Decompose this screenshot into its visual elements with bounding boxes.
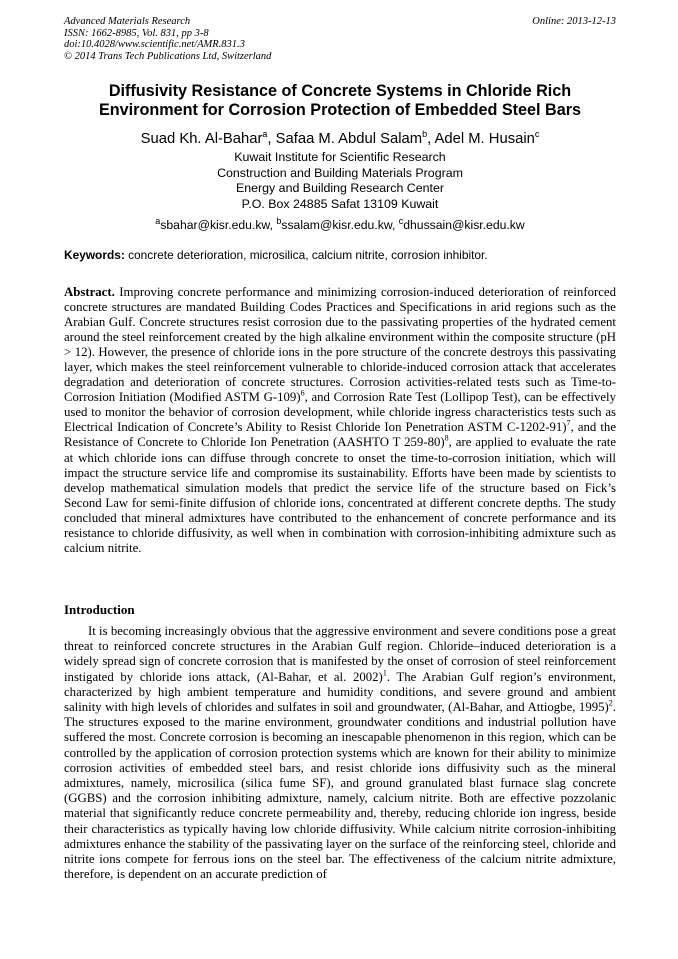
- citation-ref: 2: [608, 698, 613, 708]
- email-mark: a: [155, 216, 161, 226]
- author-name: Safaa M. Abdul Salam: [275, 130, 423, 147]
- abstract-label: Abstract.: [64, 285, 115, 299]
- affiliation-block: [64, 150, 616, 212]
- title-line-1: Diffusivity Resistance of Concrete Systems in Chloride Rich: [108, 82, 572, 100]
- affiliation-line: Construction and Building Materials Program: [217, 165, 463, 180]
- citation-ref: 8: [444, 434, 449, 444]
- author-name: Suad Kh. Al-Bahar: [140, 130, 263, 147]
- abstract-text: , are applied to evaluate the rate at which chloride ions can diffuse through concrete to onset the time-to-corrosion initiation, which will impact the structure service life and compromise its sustainability. Efforts have been made by scientists to develop mathematical simulation models that predict the service life of the structure based on Fick’s Second Law for semi-finite diffusion of chloride ions, concentrated at different concrete depths. The study concluded that mineral admixtures have contributed to the enhancement of concrete performance and its resistance to chloride diffusivity, as well when in combination with corrosion-inhibiting admixture such as calcium nitrite.: [64, 435, 616, 555]
- affiliation-line: Kuwait Institute for Scientific Research: [234, 150, 446, 164]
- author-affil-mark: c: [534, 129, 540, 139]
- email-address: sbahar@kisr.edu.kw: [160, 218, 270, 233]
- author-separator: ,: [427, 130, 435, 147]
- affiliation-line: Energy and Building Research Center: [235, 181, 444, 196]
- keywords-label: Keywords:: [64, 248, 125, 262]
- abstract: [64, 285, 616, 556]
- citation-ref: 6: [300, 389, 305, 399]
- email-separator: ,: [269, 218, 277, 233]
- author-separator: ,: [267, 130, 276, 147]
- email-mark: c: [398, 216, 404, 226]
- journal-header: [64, 16, 616, 62]
- journal-name: Advanced Materials Research: [64, 16, 191, 27]
- intro-text: It is becoming increasingly obvious that the aggressive environment and severe conditions pose a great threat to reinforced concrete structures in the Arabian Gulf region. Chloride–induced deterioration is a widely spread sign of concrete corrosion that is manifested by the onset of corrosion of steel reinforcement instigated by chloride ions attack, (Al-Bahar, et al. 2002): [64, 624, 616, 684]
- email-mark: b: [276, 216, 282, 226]
- doi-line: doi:10.4028/www.scientific.net/AMR.831.3: [64, 39, 245, 50]
- citation-ref: 7: [566, 419, 571, 429]
- paper-title: [64, 82, 616, 120]
- abstract-text: , and Corrosion Rate Test (Lollipop Test), can be effectively used to monitor the behavior of corrosion development, while chloride ingress characteristics tests such as Electrical Indication of Concrete’s Ability to Resist Chloride Ion Penetration ASTM C-1202-91): [64, 390, 617, 435]
- section-heading-introduction: Introduction: [64, 602, 135, 617]
- online-date: Online: 2013-12-13: [532, 16, 616, 27]
- abstract-text: Improving concrete performance and minimizing corrosion-induced deterioration of reinforced concrete structures are mandated Building Codes Practices and Specifications in arid regions such as the Arabian Gulf. Concrete structures resist corrosion due to the passivating properties of the hydrated cement around the steel reinforcement created by the high alkaline environment within the composite structure (pH > 12). However, the presence of chloride ions in the pore structure of the concrete destroys this passivating layer, which makes the steel reinforcement vulnerable to chloride-induced corrosion attack that accelerates degradation and deterioration of concrete structures. Corrosion activities-related tests such as Time-to-Corrosion Initiation (Modified ASTM G-109): [64, 285, 616, 405]
- author-name: Adel M. Husain: [434, 130, 535, 147]
- email-separator: ,: [391, 218, 399, 233]
- abstract-text: , and the Resistance of Concrete to Chloride Ion Penetration (AASHTO T 259-80): [64, 420, 616, 450]
- citation-ref: 1: [382, 668, 387, 678]
- author-affil-mark: b: [422, 129, 428, 139]
- keywords-text: concrete deterioration, microsilica, calcium nitrite, corrosion inhibitor.: [124, 248, 488, 262]
- author-list: [64, 125, 616, 148]
- introduction-paragraph: [64, 624, 616, 882]
- author-affil-mark: a: [262, 129, 268, 139]
- email-address: dhussain@kisr.edu.kw: [403, 218, 525, 233]
- affiliation-line: P.O. Box 24885 Safat 13109 Kuwait: [241, 196, 439, 211]
- email-address: ssalam@kisr.edu.kw: [281, 218, 392, 233]
- email-list: [64, 214, 616, 233]
- keywords: [64, 248, 616, 263]
- intro-text: . The structures exposed to the marine environment, groundwater conditions and industrial pollution have suffered the most. Concrete corrosion is becoming an inescapable phenomenon in this region, which can be controlled by the application of corrosion protection systems which are known for their ability to minimize corrosion activities of embedded steel bars, and resist chloride ions diffusivity such as the mineral admixtures, namely, microsilica (silica fume SF), and ground granulated blast furnace slag concrete (GGBS) and the corrosion inhibiting admixture, namely, calcium nitrite. Both are effective pozzolanic material that significantly reduce concrete permeability and, thereby, reducing chloride ion ingress, beside their characteristics as typically having low chloride diffusivity. While calcium nitrite corrosion-inhibiting admixtures enhance the stability of the passivating layer on the surface of the reinforcing steel, chloride and nitrite ions compete for ferrous ions on the steel bar. The effectiveness of the calcium nitrite admixture, therefore, is dependent on an accurate prediction of: [64, 700, 616, 882]
- title-line-2: Environment for Corrosion Protection of Embedded Steel Bars: [98, 101, 582, 119]
- issn-line: ISSN: 1662-8985, Vol. 831, pp 3-8: [64, 27, 209, 39]
- intro-text: . The Arabian Gulf region’s environment, characterized by high ambient temperature and humidity conditions, and severe ground and ambient salinity with high levels of chlorides and sulfates in soil and groundwater, (Al-Bahar, and Attiogbe, 1995): [64, 669, 616, 715]
- copyright-line: © 2014 Trans Tech Publications Ltd, Switzerland: [64, 50, 272, 62]
